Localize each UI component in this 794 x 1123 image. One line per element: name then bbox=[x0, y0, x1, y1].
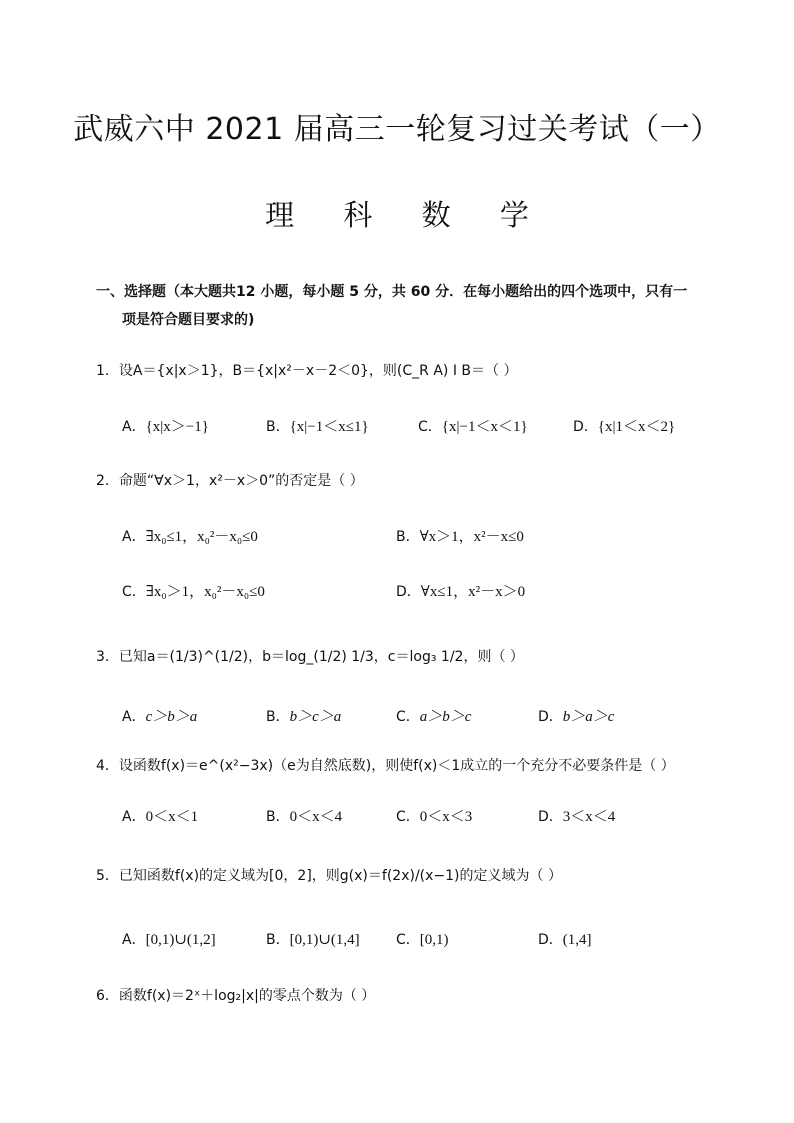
question-5-stem bbox=[96, 865, 562, 885]
q1-option-d bbox=[573, 415, 675, 436]
option-label: B． bbox=[266, 932, 290, 948]
question-2-stem bbox=[96, 470, 364, 490]
q3-option-d bbox=[538, 705, 614, 726]
option-label: B． bbox=[266, 709, 290, 725]
q4-option-a bbox=[122, 805, 198, 826]
question-number: 5． bbox=[96, 868, 119, 884]
option-text: ∀x≤1，x²－x＞0 bbox=[420, 584, 526, 600]
q4-option-d bbox=[538, 805, 615, 826]
option-text: [0,1)∪(1,2] bbox=[145, 932, 216, 948]
option-label: D． bbox=[538, 809, 563, 825]
section-heading-line-1: 一、选择题（本大题共12 小题，每小题 5 分，共 60 分．在每小题给出的四个选项中，只有一 bbox=[96, 284, 688, 300]
q2-option-c bbox=[122, 580, 265, 601]
q1-option-c bbox=[418, 415, 528, 436]
option-label: B． bbox=[396, 529, 420, 545]
option-text: [0,1) bbox=[419, 932, 449, 948]
option-label: C． bbox=[396, 709, 420, 725]
question-stem: 命题“∀x＞1，x²－x＞0”的否定是（ ） bbox=[118, 473, 364, 489]
option-label: A． bbox=[122, 529, 146, 545]
option-text: ∃x₀≤1，x₀²－x₀≤0 bbox=[145, 529, 258, 545]
question-stem: 已知函数f(x)的定义域为[0，2]，则g(x)＝f(2x)/(x−1)的定义域为（ ） bbox=[118, 868, 562, 884]
option-text: {x|−1＜x≤1} bbox=[289, 419, 369, 435]
option-label: C． bbox=[122, 584, 146, 600]
option-label: A． bbox=[122, 932, 146, 948]
option-text: c＞b＞a bbox=[145, 709, 198, 725]
q1-option-b bbox=[266, 415, 369, 436]
q2-option-d bbox=[396, 580, 525, 601]
question-number: 2． bbox=[96, 473, 119, 489]
option-text: {x|−1＜x＜1} bbox=[441, 419, 528, 435]
q3-option-b bbox=[266, 705, 341, 726]
question-stem: 设函数f(x)＝e^(x²−3x)（e为自然底数)，则使f(x)＜1成立的一个充分不必要条件是（ ） bbox=[118, 758, 675, 774]
option-text: 3＜x＜4 bbox=[562, 809, 616, 825]
section-heading-line-2: 项是符合题目要求的) bbox=[122, 312, 255, 328]
exam-subject: 理 科 数 学 bbox=[265, 198, 549, 232]
question-6-stem bbox=[96, 985, 375, 1005]
option-text: 0＜x＜3 bbox=[419, 809, 473, 825]
exam-title: 武威六中 2021 届高三一轮复习过关考试（一） bbox=[73, 112, 721, 147]
q4-option-c bbox=[396, 805, 472, 826]
q4-option-b bbox=[266, 805, 342, 826]
q5-option-c bbox=[396, 929, 449, 949]
q5-option-b bbox=[266, 929, 360, 949]
option-text: b＞a＞c bbox=[562, 709, 615, 725]
option-label: C． bbox=[396, 932, 420, 948]
q5-option-d bbox=[538, 929, 592, 949]
option-label: C． bbox=[396, 809, 420, 825]
option-text: {x|x＞−1} bbox=[145, 419, 209, 435]
option-text: b＞c＞a bbox=[289, 709, 342, 725]
q2-option-b bbox=[396, 525, 524, 546]
option-label: D． bbox=[396, 584, 421, 600]
option-label: B． bbox=[266, 809, 290, 825]
q3-option-a bbox=[122, 705, 197, 726]
option-text: ∀x＞1，x²－x≤0 bbox=[419, 529, 524, 545]
question-number: 4． bbox=[96, 758, 119, 774]
option-text: {x|1＜x＜2} bbox=[597, 419, 676, 435]
option-text: 0＜x＜1 bbox=[145, 809, 199, 825]
option-label: A． bbox=[122, 809, 146, 825]
option-label: C． bbox=[418, 419, 442, 435]
option-text: (1,4] bbox=[562, 932, 592, 948]
question-stem: 已知a＝(1/3)^(1/2)，b＝log_(1/2) 1/3，c＝log₃ 1/2，则（ ） bbox=[118, 649, 524, 665]
option-label: D． bbox=[538, 932, 563, 948]
option-label: D． bbox=[573, 419, 598, 435]
question-number: 1． bbox=[96, 363, 119, 379]
q1-option-a bbox=[122, 415, 209, 436]
q3-option-c bbox=[396, 705, 471, 726]
question-number: 6． bbox=[96, 988, 119, 1004]
question-1-stem bbox=[96, 360, 517, 380]
option-text: [0,1)∪(1,4] bbox=[289, 932, 360, 948]
question-4-stem bbox=[96, 755, 675, 775]
q5-option-a bbox=[122, 929, 216, 949]
option-label: A． bbox=[122, 709, 146, 725]
question-3-stem bbox=[96, 646, 524, 666]
option-label: A． bbox=[122, 419, 146, 435]
option-label: D． bbox=[538, 709, 563, 725]
question-stem: 设A＝{x|x＞1}，B＝{x|x²－x－2＜0}，则(C_R A) I B＝（ ） bbox=[118, 363, 518, 379]
option-text: 0＜x＜4 bbox=[289, 809, 343, 825]
option-text: a＞b＞c bbox=[419, 709, 472, 725]
question-number: 3． bbox=[96, 649, 119, 665]
question-stem: 函数f(x)＝2ˣ＋log₂|x|的零点个数为（ ） bbox=[118, 988, 376, 1004]
option-text: ∃x₀＞1，x₀²－x₀≤0 bbox=[145, 584, 265, 600]
q2-option-a bbox=[122, 525, 258, 546]
option-label: B． bbox=[266, 419, 290, 435]
